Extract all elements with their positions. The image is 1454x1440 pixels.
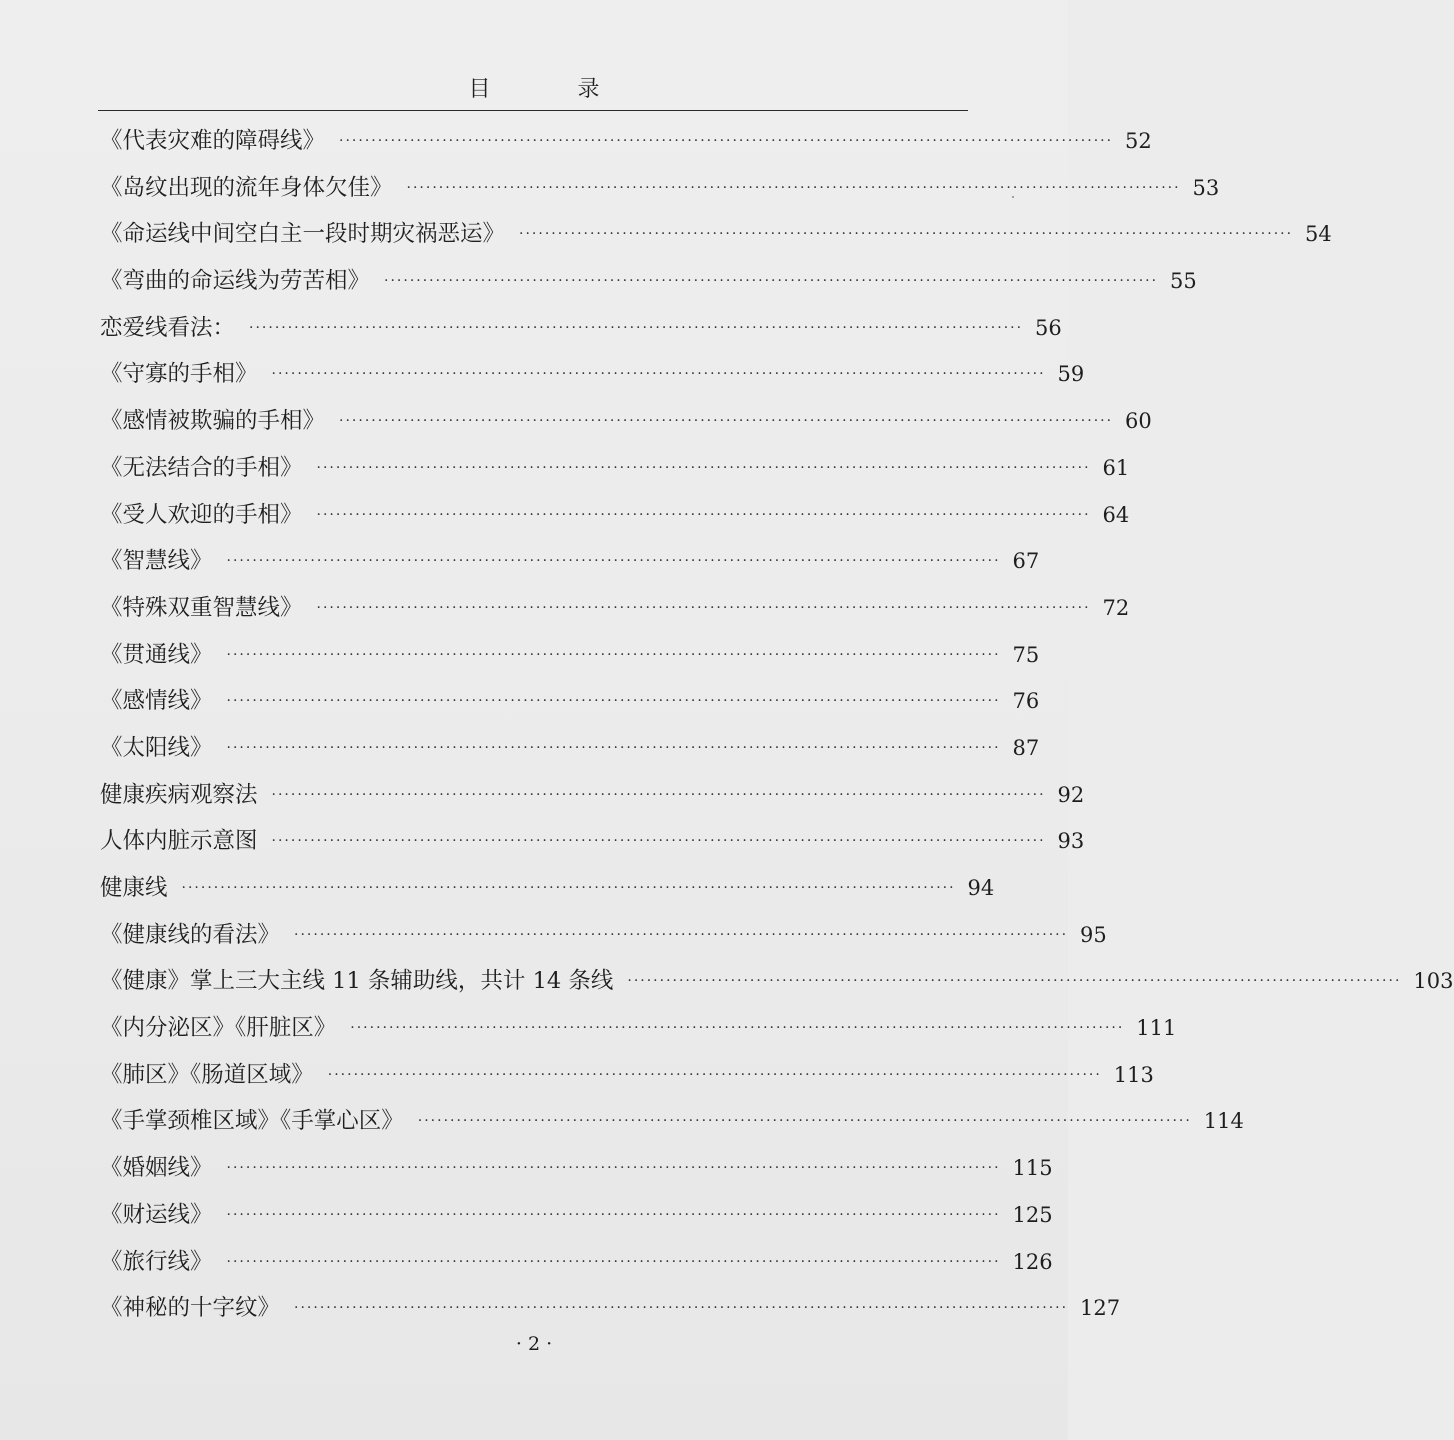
toc-leader-dots: ························································································································ [294, 926, 1069, 943]
toc-entry-title: 《岛纹出现的流年身体欠佳》 [100, 174, 393, 201]
toc-entry [100, 917, 1107, 964]
toc-entry-title: 《肺区》《肠道区域》 [100, 1061, 314, 1088]
toc-entry-page: 113 [1113, 1062, 1154, 1087]
toc-entry-title: 《手掌颈椎区域》《手掌心区》 [100, 1108, 404, 1135]
toc-entry [100, 1057, 1154, 1104]
toc-entry [100, 637, 1040, 684]
toc-entry-page: 103 [1413, 969, 1454, 994]
toc-leader-dots: ························································································································ [271, 833, 1046, 850]
toc-leader-dots: ························································································································ [226, 646, 1001, 663]
table-of-contents [100, 123, 1454, 1337]
toc-entry-title: 《旅行线》 [100, 1248, 213, 1275]
toc-leader-dots: ························································································································ [226, 1160, 1001, 1177]
toc-entry-page: 94 [967, 876, 995, 900]
toc-entry-page: 87 [1012, 735, 1040, 760]
toc-entry [100, 1150, 1053, 1197]
toc-entry-page: 64 [1102, 502, 1130, 527]
toc-entry-page: 125 [1012, 1202, 1053, 1227]
toc-leader-dots: ························································································································ [294, 1300, 1069, 1317]
toc-leader-dots: ························································································································ [226, 693, 1001, 710]
toc-entry-title: 《智慧线》 [100, 548, 213, 575]
toc-entry-page: 127 [1080, 1296, 1121, 1321]
paper-speck [1012, 196, 1014, 198]
page-number: · 2 · [515, 1333, 553, 1355]
toc-entry-title: 人体内脏示意图 [100, 828, 258, 855]
toc-leader-dots: ························································································································ [519, 226, 1294, 243]
toc-entry-page: 111 [1136, 1016, 1177, 1041]
toc-entry [100, 870, 995, 917]
toc-entry [100, 683, 1040, 730]
toc-entry-title: 《健康》掌上三大主线 11 条辅助线，共计 14 条线 [100, 968, 614, 995]
toc-leader-dots: ························································································································ [406, 179, 1181, 196]
toc-entry-title: 《代表灾难的障碍线》 [100, 128, 326, 154]
toc-entry [100, 497, 1130, 544]
toc-entry-title: 健康线 [100, 875, 168, 901]
toc-entry-title: 《无法结合的手相》 [100, 454, 303, 481]
toc-entry-title: 恋爱线看法： [100, 314, 236, 341]
toc-leader-dots: ························································································································ [271, 786, 1046, 803]
toc-entry-page: 59 [1057, 362, 1085, 387]
toc-entry-page: 61 [1102, 455, 1130, 480]
toc-entry [100, 963, 1454, 1010]
toc-entry [100, 170, 1220, 217]
toc-entry-title: 《财运线》 [100, 1201, 213, 1228]
toc-entry [100, 356, 1085, 403]
toc-leader-dots: ························································································································ [339, 133, 1114, 149]
toc-entry-title: 《命运线中间空白主一段时期灾祸恶运》 [100, 221, 506, 248]
toc-entry-page: 75 [1012, 642, 1040, 667]
toc-entry [100, 590, 1130, 637]
toc-entry [100, 450, 1130, 497]
page-title: 目 录 [468, 77, 640, 102]
toc-entry-title: 《神秘的十字纹》 [100, 1295, 281, 1322]
toc-entry [100, 543, 1040, 590]
toc-leader-dots: ························································································································ [316, 599, 1091, 616]
toc-entry-title: 《受人欢迎的手相》 [100, 501, 303, 528]
toc-entry-page: 72 [1102, 595, 1130, 620]
toc-entry [100, 1197, 1053, 1244]
toc-entry [100, 310, 1062, 357]
toc-entry-page: 54 [1305, 222, 1332, 247]
toc-entry-page: 93 [1057, 829, 1085, 854]
toc-entry-page: 56 [1035, 315, 1062, 340]
toc-entry-page: 114 [1203, 1109, 1244, 1134]
toc-leader-dots: ························································································································ [384, 273, 1159, 290]
toc-leader-dots: ························································································································ [226, 739, 1001, 756]
toc-entry-page: 52 [1125, 129, 1152, 153]
toc-leader-dots: ························································································································ [249, 319, 1024, 336]
toc-entry-page: 60 [1125, 409, 1152, 434]
toc-leader-dots: ························································································································ [350, 1020, 1125, 1037]
toc-entry-title: 健康疾病观察法 [100, 781, 258, 808]
toc-leader-dots: ························································································································ [181, 880, 956, 896]
toc-entry [100, 777, 1085, 824]
header-divider [98, 110, 968, 111]
toc-entry-page: 126 [1012, 1249, 1053, 1274]
toc-entry [100, 1290, 1121, 1337]
toc-leader-dots: ························································································································ [627, 973, 1402, 990]
toc-leader-dots: ························································································································ [417, 1113, 1192, 1130]
toc-entry [100, 823, 1085, 870]
toc-entry-title: 《健康线的看法》 [100, 921, 281, 948]
toc-entry-title: 《特殊双重智慧线》 [100, 594, 303, 621]
toc-leader-dots: ························································································································ [226, 553, 1001, 570]
toc-entry-title: 《太阳线》 [100, 734, 213, 761]
toc-entry [100, 1103, 1244, 1150]
toc-entry-title: 《感情线》 [100, 688, 213, 715]
toc-entry-page: 92 [1057, 782, 1085, 807]
toc-entry [100, 1244, 1053, 1291]
toc-leader-dots: ························································································································ [316, 459, 1091, 476]
toc-entry [100, 403, 1152, 450]
toc-entry [100, 123, 1152, 170]
toc-entry-title: 《婚姻线》 [100, 1155, 213, 1182]
toc-entry-title: 《贯通线》 [100, 641, 213, 668]
toc-entry [100, 1010, 1177, 1057]
toc-leader-dots: ························································································································ [226, 1253, 1001, 1270]
toc-entry-title: 《内分泌区》《肝脏区》 [100, 1015, 337, 1042]
toc-leader-dots: ························································································································ [316, 506, 1091, 523]
toc-entry [100, 263, 1197, 310]
toc-entry-page: 76 [1012, 689, 1040, 714]
toc-leader-dots: ························································································································ [271, 366, 1046, 383]
toc-leader-dots: ························································································································ [327, 1066, 1102, 1083]
toc-entry-title: 《感情被欺骗的手相》 [100, 408, 326, 435]
toc-entry [100, 216, 1332, 263]
toc-entry-page: 95 [1080, 922, 1107, 947]
toc-entry-title: 《弯曲的命运线为劳苦相》 [100, 268, 371, 295]
toc-leader-dots: ························································································································ [226, 1206, 1001, 1223]
toc-entry-page: 53 [1192, 175, 1220, 200]
toc-entry-page: 55 [1170, 269, 1197, 294]
toc-entry-page: 115 [1012, 1156, 1053, 1181]
toc-entry [100, 730, 1040, 777]
toc-entry-title: 《守寡的手相》 [100, 361, 258, 388]
toc-entry-page: 67 [1012, 549, 1040, 574]
toc-leader-dots: ························································································································ [339, 413, 1114, 430]
